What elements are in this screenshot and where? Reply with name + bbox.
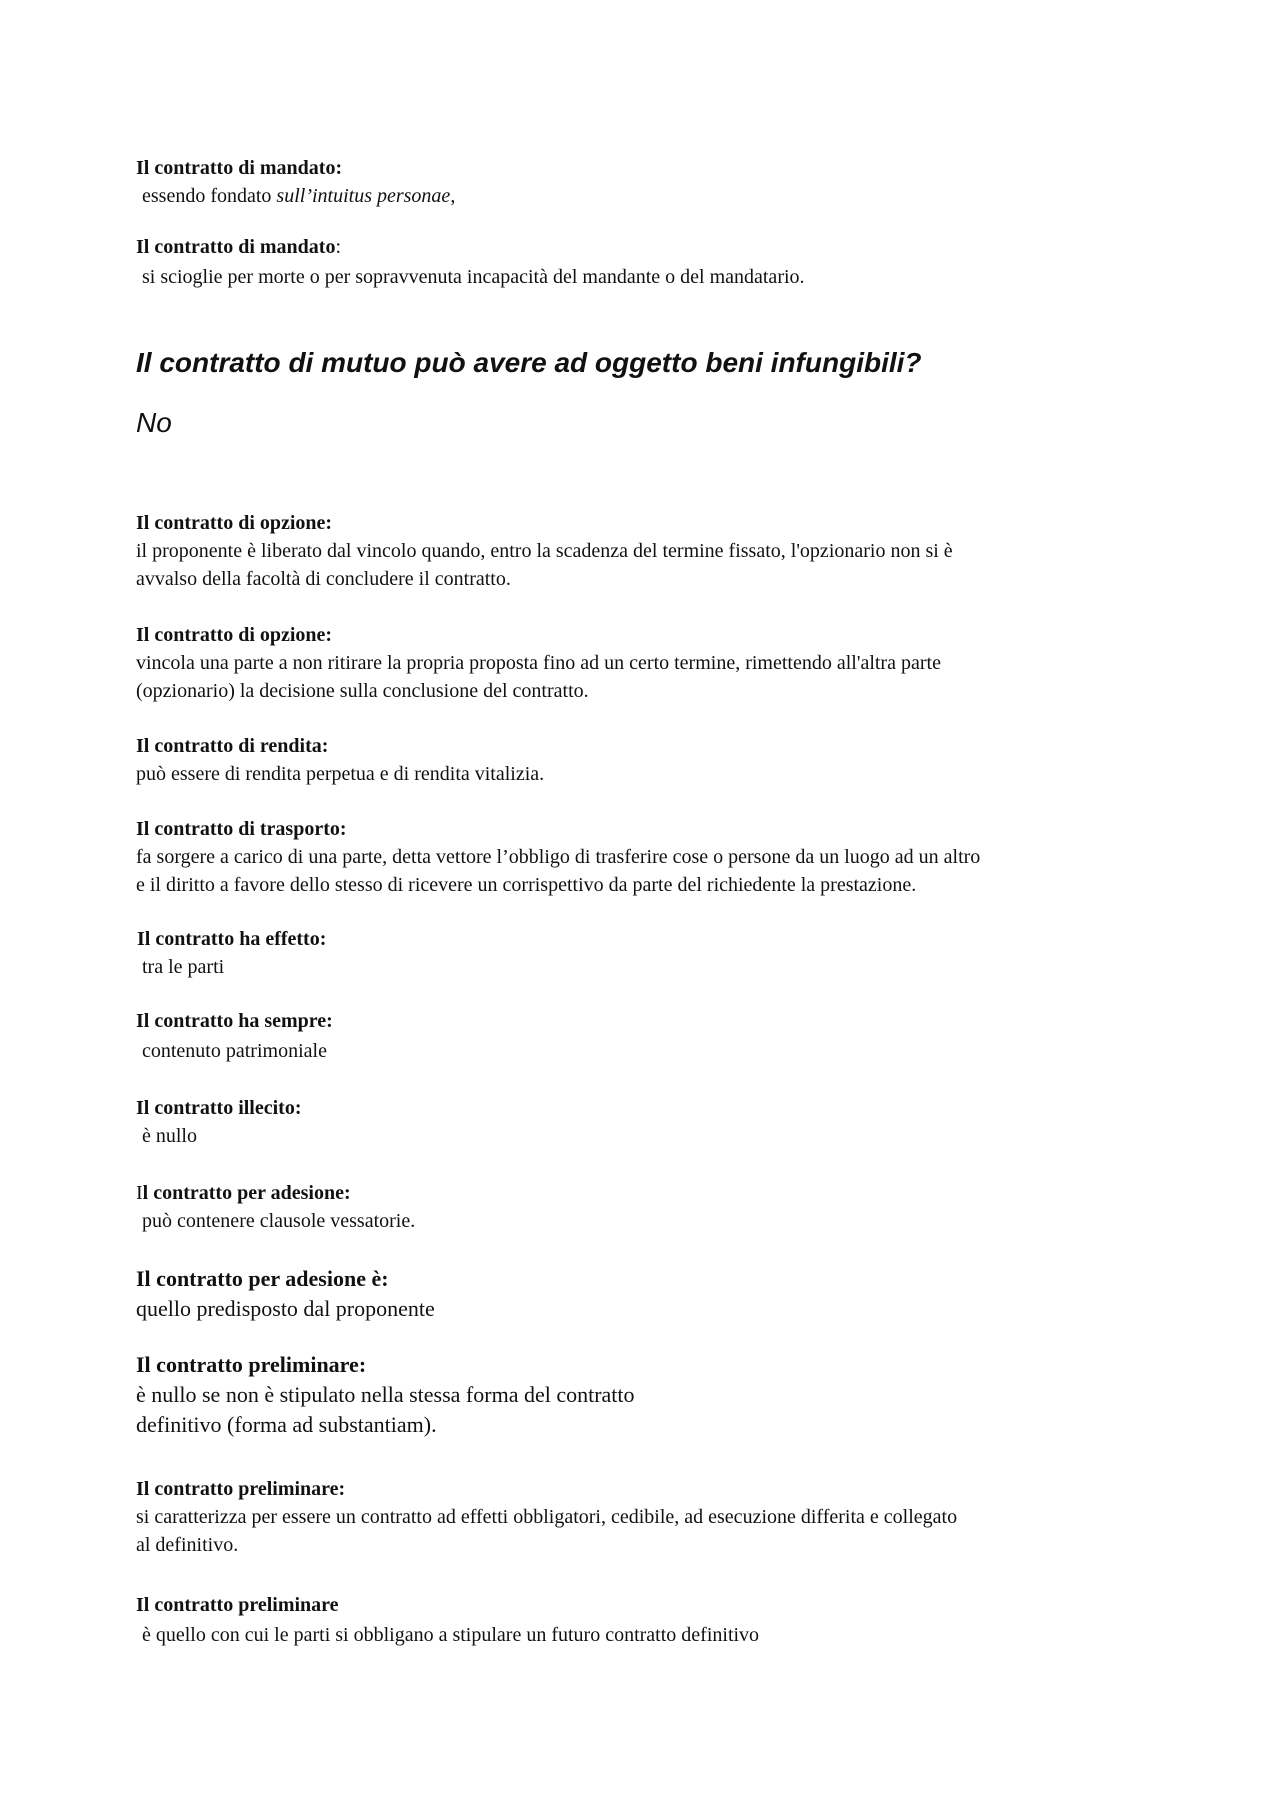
- entry-adesione-1: [136, 1179, 1136, 1235]
- entry-heading-initial: I: [136, 1182, 143, 1204]
- entry-text: è nullo: [142, 1125, 197, 1147]
- entry-heading-colon: :: [335, 236, 342, 258]
- entry-text-italic: sull’intuitus personae: [276, 185, 451, 207]
- entry-adesione-2: [136, 1264, 1136, 1324]
- entry-heading-text: Il contratto di mandato: [136, 236, 336, 258]
- entry-mandato-2: [136, 233, 1136, 291]
- entry-heading: Il contratto per adesione è:: [136, 1266, 389, 1291]
- entry-illecito: [136, 1094, 1136, 1150]
- entry-preliminare-1: [136, 1350, 1136, 1440]
- entry-text: si scioglie per morte o per sopravvenuta incapacità del mandante o del mandatario.: [142, 266, 805, 288]
- entry-text-line: il proponente è liberato dal vincolo quando, entro la scadenza del termine fissato, l'opzionario non si è: [136, 540, 953, 562]
- entry-heading: Il contratto ha effetto:: [137, 928, 327, 950]
- entry-heading: Il contratto di rendita:: [136, 735, 329, 757]
- entry-heading: Il contratto preliminare: [136, 1594, 339, 1616]
- entry-text-line: e il diritto a favore dello stesso di ricevere un corrispettivo da parte del richiedente la prestazione.: [136, 874, 917, 896]
- entry-text-plain: essendo fondato: [142, 185, 277, 207]
- entry-text: contenuto patrimoniale: [142, 1040, 327, 1062]
- entry-text: quello predisposto dal proponente: [136, 1296, 435, 1321]
- question-mutuo: [136, 345, 1136, 441]
- entry-text: può contenere clausole vessatorie.: [142, 1210, 416, 1232]
- entry-mandato-1: [136, 154, 1136, 210]
- entry-preliminare-3: [136, 1591, 1136, 1649]
- entry-heading: Il contratto di opzione:: [136, 624, 333, 646]
- entry-text: è quello con cui le parti si obbligano a stipulare un futuro contratto definitivo: [142, 1624, 760, 1646]
- entry-heading: [136, 1179, 1136, 1207]
- entry-opzione-1: [136, 509, 1136, 593]
- entry-heading-rest: l contratto per adesione:: [142, 1182, 351, 1204]
- question-answer: No: [136, 407, 172, 438]
- entry-sempre: [136, 1007, 1136, 1065]
- entry-heading: Il contratto illecito:: [136, 1097, 302, 1119]
- entry-effetto: [136, 925, 1136, 981]
- entry-heading: Il contratto preliminare:: [136, 1478, 346, 1500]
- entry-text-line: si caratterizza per essere un contratto ad effetti obbligatori, cedibile, ad esecuzione differita e collegato: [136, 1506, 958, 1528]
- entry-heading: [136, 233, 1136, 261]
- entry-text: tra le parti: [142, 956, 225, 978]
- entry-heading: Il contratto di mandato:: [136, 157, 343, 179]
- entry-text: può essere di rendita perpetua e di rendita vitalizia.: [136, 763, 545, 785]
- entry-heading: Il contratto ha sempre:: [136, 1010, 333, 1032]
- question-heading: Il contratto di mutuo può avere ad oggetto beni infungibili?: [136, 347, 922, 378]
- entry-preliminare-2: [136, 1475, 1136, 1559]
- entry-trasporto: [136, 815, 1136, 899]
- entry-text-line: avvalso della facoltà di concludere il contratto.: [136, 568, 511, 590]
- entry-opzione-2: [136, 621, 1136, 705]
- entry-heading: Il contratto di opzione:: [136, 512, 333, 534]
- entry-text-line: fa sorgere a carico di una parte, detta vettore l’obbligo di trasferire cose o persone da un luogo ad un altro: [136, 846, 981, 868]
- entry-text-line: è nullo se non è stipulato nella stessa forma del contratto: [136, 1382, 635, 1407]
- entry-text-line: (opzionario) la decisione sulla conclusione del contratto.: [136, 680, 589, 702]
- entry-text-line: vincola una parte a non ritirare la propria proposta fino ad un certo termine, rimettendo all'altra parte: [136, 652, 941, 674]
- entry-text-line: definitivo (forma ad substantiam).: [136, 1412, 437, 1437]
- entry-heading: Il contratto di trasporto:: [136, 818, 347, 840]
- entry-heading: Il contratto preliminare:: [136, 1352, 367, 1377]
- entry-text: [136, 182, 1136, 210]
- entry-rendita: [136, 732, 1136, 788]
- entry-text-tail: ,: [450, 185, 456, 207]
- entry-text-line: al definitivo.: [136, 1534, 239, 1556]
